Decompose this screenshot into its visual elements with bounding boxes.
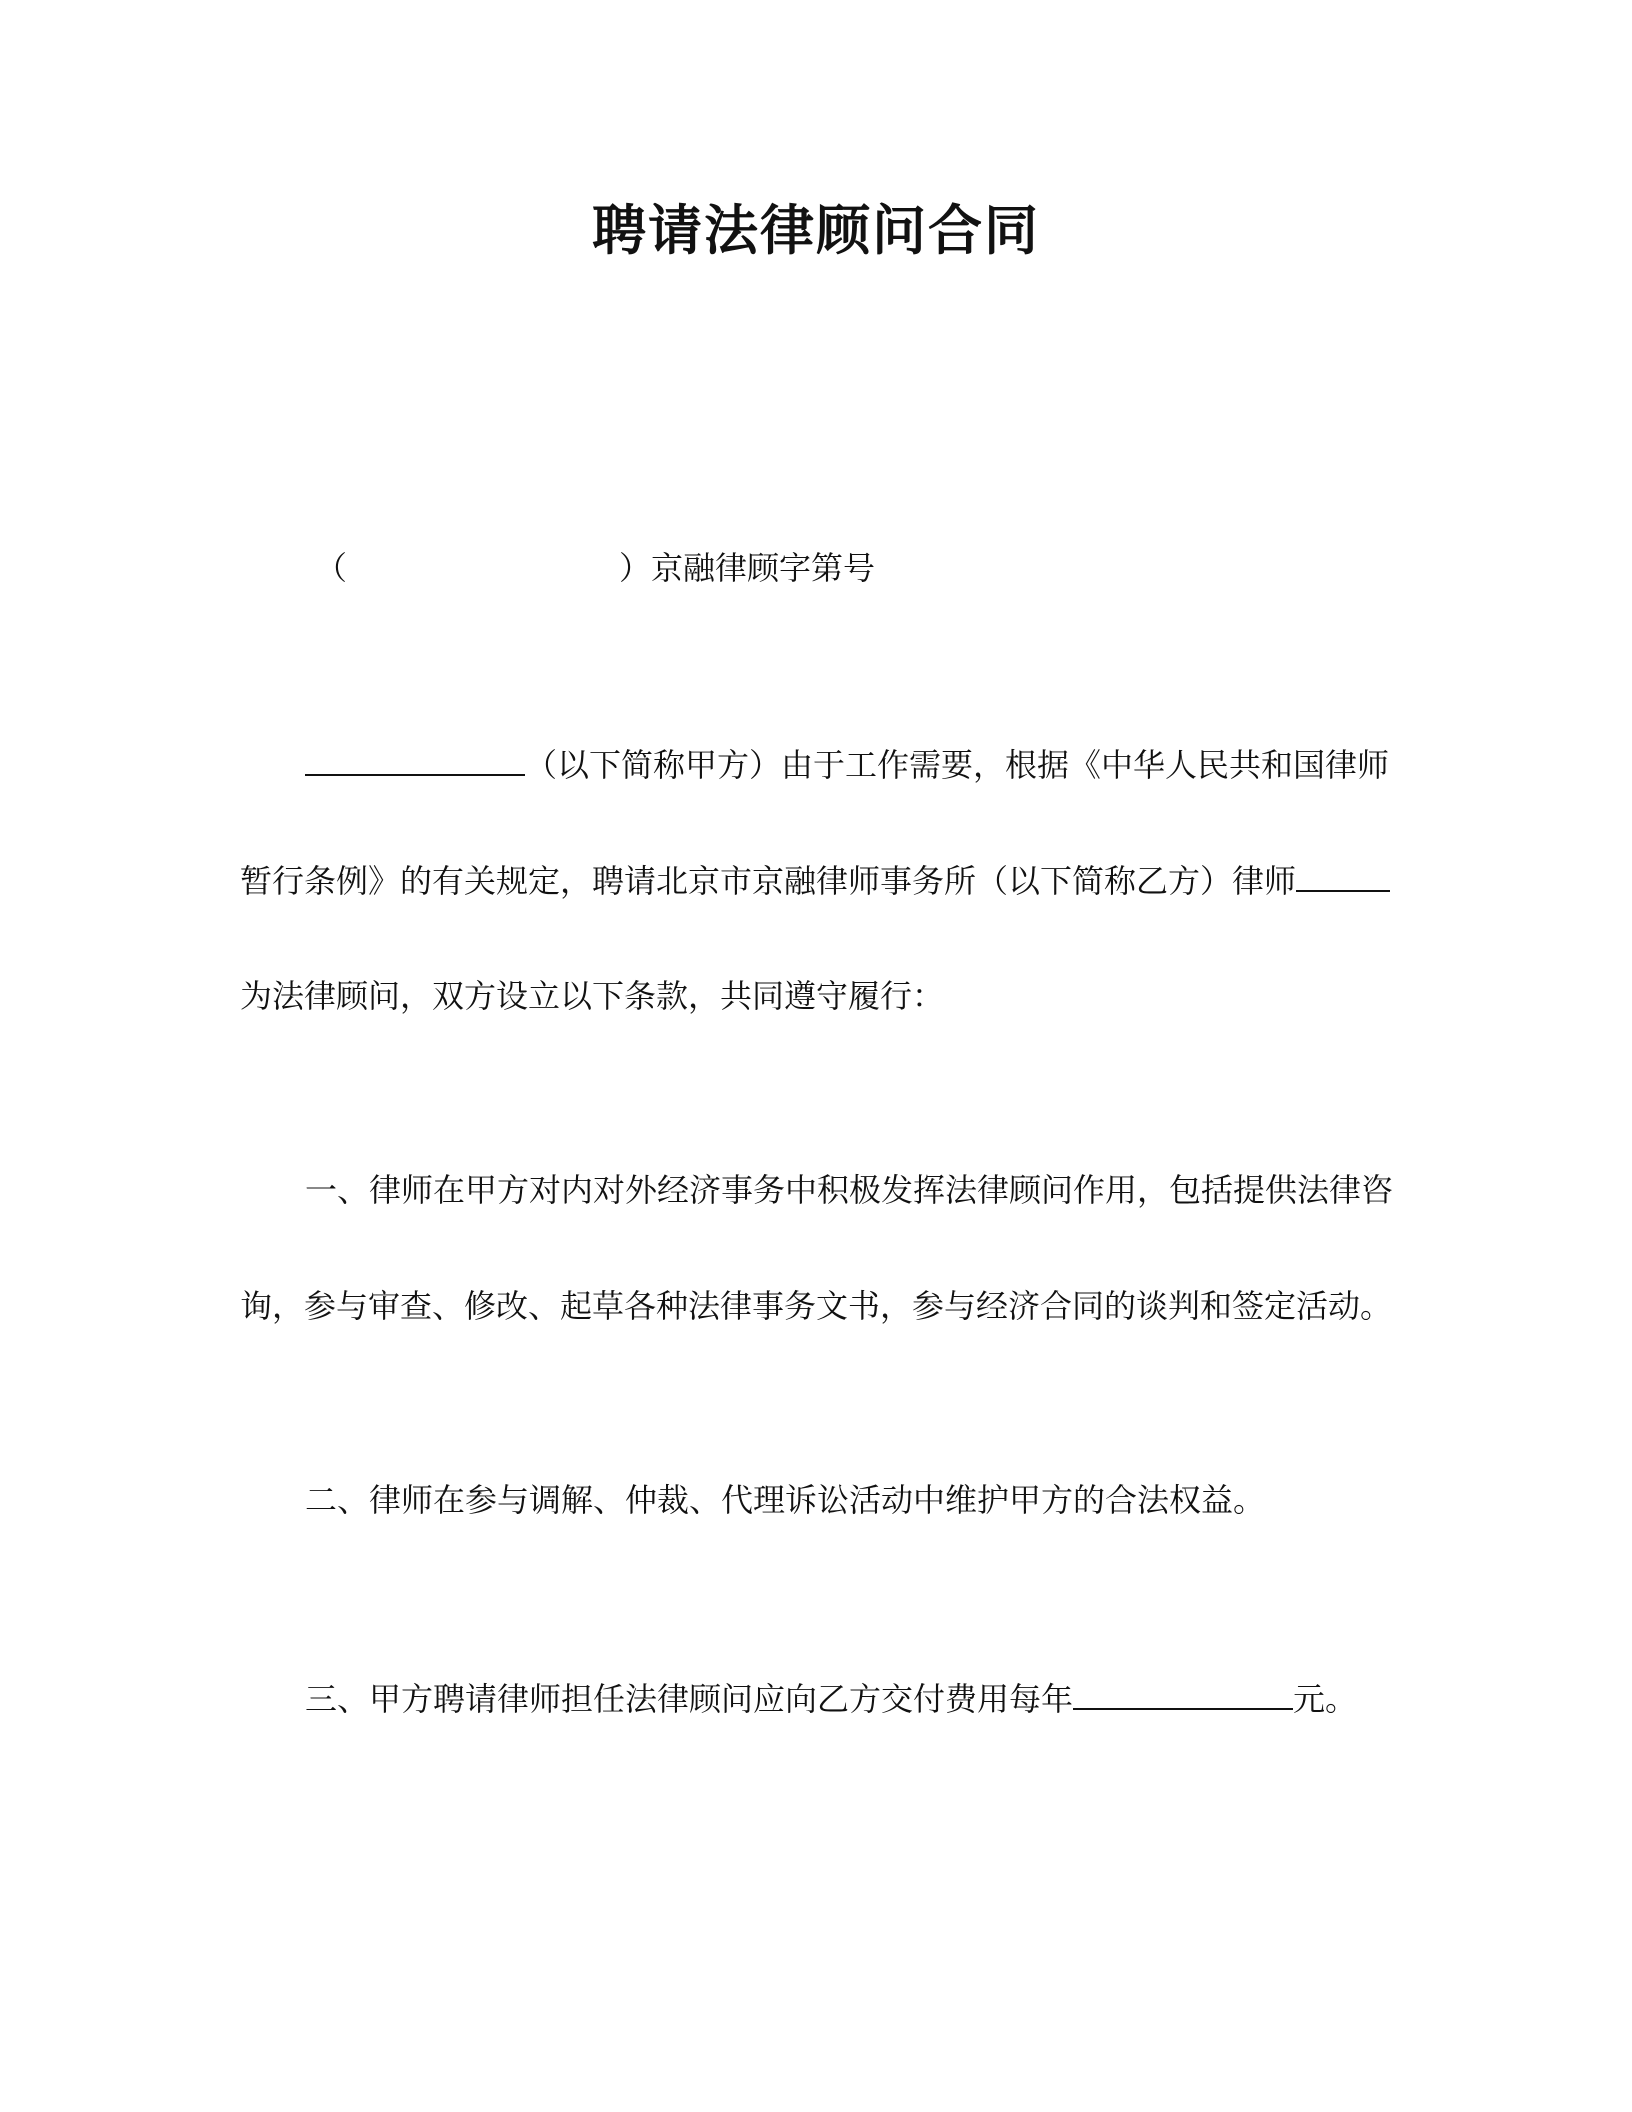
clause-three [305,1676,1357,1721]
lawyer-name-blank [1296,858,1390,892]
clause-two: 二、律师在参与调解、仲裁、代理诉讼活动中维护甲方的合法权益。 [305,1481,1266,1519]
intro-line-2 [240,858,1390,903]
intro-line-1-text: （以下简称甲方）由于工作需要，根据《中华人民共和国律师 [525,746,1390,784]
clause-three-unit: 元。 [1293,1680,1358,1718]
intro-line-3: 为法律顾问，双方设立以下条款，共同遵守履行： [240,977,945,1015]
annual-fee-blank [1073,1676,1293,1710]
ref-close-paren: ） [619,549,652,587]
clause-one-line-1: 一、律师在甲方对内对外经济事务中积极发挥法律顾问作用，包括提供法律咨 [305,1171,1394,1209]
clause-one-line-2: 询，参与审查、修改、起草各种法律事务文书，参与经济合同的谈判和签定活动。 [240,1287,1393,1325]
party-a-name-blank [305,742,525,776]
reference-number-line [315,546,875,590]
intro-line-2-text: 暂行条例》的有关规定，聘请北京市京融律师事务所（以下简称乙方）律师 [240,862,1297,900]
page-title: 聘请法律顾问合同 [592,199,1040,262]
clause-three-text: 三、甲方聘请律师担任法律顾问应向乙方交付费用每年 [305,1680,1074,1718]
intro-line-1 [305,742,1389,787]
ref-open-paren: （ [315,549,348,587]
ref-suffix: 京融律顾字第号 [651,549,876,587]
